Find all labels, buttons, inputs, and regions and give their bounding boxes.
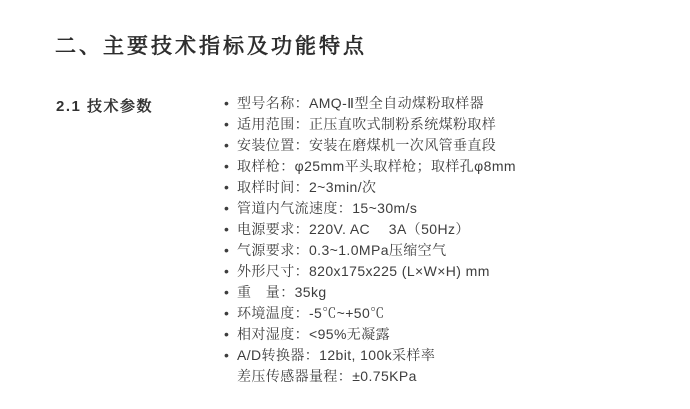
page-title: 二、主要技术指标及功能特点: [55, 35, 367, 58]
list-item-text: 相对湿度：<95%无凝露: [237, 326, 390, 342]
list-item-text: 差压传感器量程：±0.75KPa: [237, 368, 417, 384]
list-item: [224, 261, 684, 282]
list-item: [224, 282, 684, 303]
spec-group-electronics: [224, 345, 684, 387]
list-item-text: 管道内气流速度：15~30m/s: [237, 200, 418, 216]
list-item: [224, 198, 684, 219]
bullet-icon: •: [224, 284, 230, 300]
list-item: [224, 93, 684, 114]
bullet-icon: •: [224, 347, 230, 363]
bullet-icon: •: [224, 200, 230, 216]
bullet-icon: •: [224, 263, 230, 279]
list-item: [224, 324, 684, 345]
bullet-icon: •: [224, 326, 230, 342]
list-item: [224, 114, 684, 135]
list-item: [224, 240, 684, 261]
list-item-text: 取样时间：2~3min/次: [237, 179, 377, 195]
list-item-text: 外形尺寸：820x175x225 (L×W×H) mm: [237, 263, 490, 279]
list-item-text: 电源要求：220V. AC 3A（50Hz）: [237, 221, 470, 237]
list-item-text: 型号名称：AMQ-Ⅱ型全自动煤粉取样器: [237, 95, 485, 111]
list-item-text: 气源要求：0.3~1.0MPa压缩空气: [237, 242, 447, 258]
bullet-icon: •: [224, 305, 230, 321]
list-item-text: 环境温度：-5℃~+50℃: [237, 305, 385, 321]
list-item-continuation: [224, 366, 684, 387]
spec-group-basic: [224, 93, 684, 156]
bullet-icon: •: [224, 137, 230, 153]
list-item-text: 重 量：35kg: [237, 284, 327, 300]
bullet-icon: •: [224, 221, 230, 237]
bullet-icon: •: [224, 158, 230, 174]
bullet-icon: •: [224, 242, 230, 258]
list-item: [224, 219, 684, 240]
spec-group-power: [224, 219, 684, 261]
list-item: [224, 303, 684, 324]
list-item-text: A/D转换器：12bit, 100k采样率: [237, 347, 436, 363]
bullet-icon: •: [224, 179, 230, 195]
list-item-text: 取样枪：φ25mm平头取样枪；取样孔φ8mm: [237, 158, 516, 174]
list-item: [224, 135, 684, 156]
spec-group-sampling: [224, 156, 684, 219]
list-item-text: 安装位置：安装在磨煤机一次风管垂直段: [237, 137, 497, 153]
list-item: [224, 156, 684, 177]
section-label: 2.1 技术参数: [56, 98, 154, 115]
list-item-text: 适用范围：正压直吹式制粉系统煤粉取样: [237, 116, 497, 132]
bullet-icon: •: [224, 116, 230, 132]
list-item: [224, 345, 684, 366]
list-item: [224, 177, 684, 198]
spec-group-physical: [224, 261, 684, 345]
spec-list: [224, 93, 684, 387]
bullet-icon: •: [224, 95, 230, 111]
